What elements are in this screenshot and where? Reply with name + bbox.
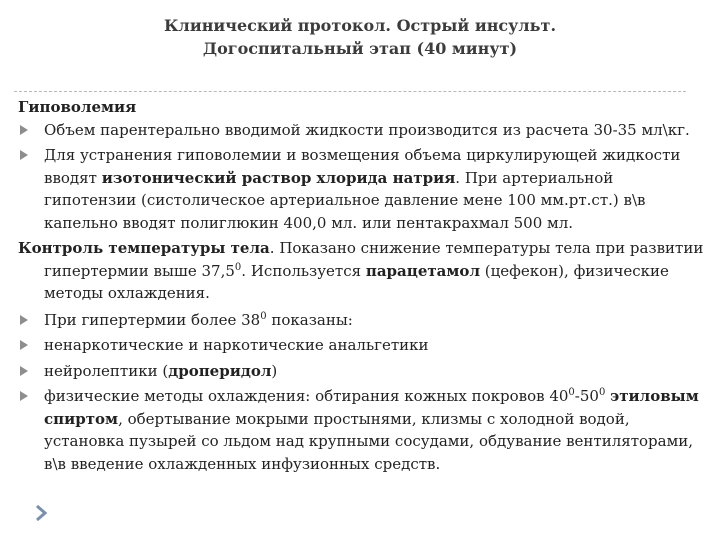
list-item: При гипертермии более $38^0$ показаны: (18, 309, 708, 332)
list-item: Объем парентерально вводимой жидкости производится из расчета 30-35 мл\кг. (18, 119, 708, 142)
section-heading-temperature: Контроль температуры тела (18, 239, 270, 257)
list-item: физические методы охлаждения: обтирания кожных покровов $40^0-50^0$ этиловым спиртом, обертывание мокрыми простынями, клизмы с холодной водой, установка пузырей со льдом над крупными сосудами, обдувание вентиляторами, в\в введение охлажденных инфузионных средств. (18, 385, 708, 475)
title-divider (14, 91, 686, 92)
bullet-arrow-icon (20, 315, 28, 325)
slide-title (0, 14, 720, 60)
list-item: нейролептики (дроперидол) (18, 360, 708, 383)
bullet-arrow-icon (20, 125, 28, 135)
temperature-paragraph: Контроль температуры тела. Показано снижение температуры тела при развитии гипертермии выше 37,5$^0$. Используется парацетамол (цефекон), физические методы охлаждения. (18, 239, 704, 302)
section-heading-hypovolemia: Гиповолемия (18, 98, 137, 116)
list-item: ненаркотические и наркотические анальгетики (18, 334, 708, 357)
list-item: Для устранения гиповолемии и возмещения объема циркулирующей жидкости вводят изотонический раствор хлорида натрия. При артериальной гипотензии (систолическое артериальное давление мене 100 мм.рт.ст.) в\в капельно вводят полиглюкин 400,0 мл. или пентакрахмал 500 мл. (18, 144, 708, 234)
bullet-arrow-icon (20, 150, 28, 160)
chevron-right-icon[interactable] (34, 504, 48, 522)
bullet-arrow-icon (20, 391, 28, 401)
bullet-arrow-icon (20, 366, 28, 376)
bullet-arrow-icon (20, 340, 28, 350)
title-line-2: Догоспитальный этап (40 минут) (202, 39, 518, 58)
title-line-1: Клинический протокол. Острый инсульт. (163, 16, 557, 35)
slide-body (18, 96, 708, 478)
